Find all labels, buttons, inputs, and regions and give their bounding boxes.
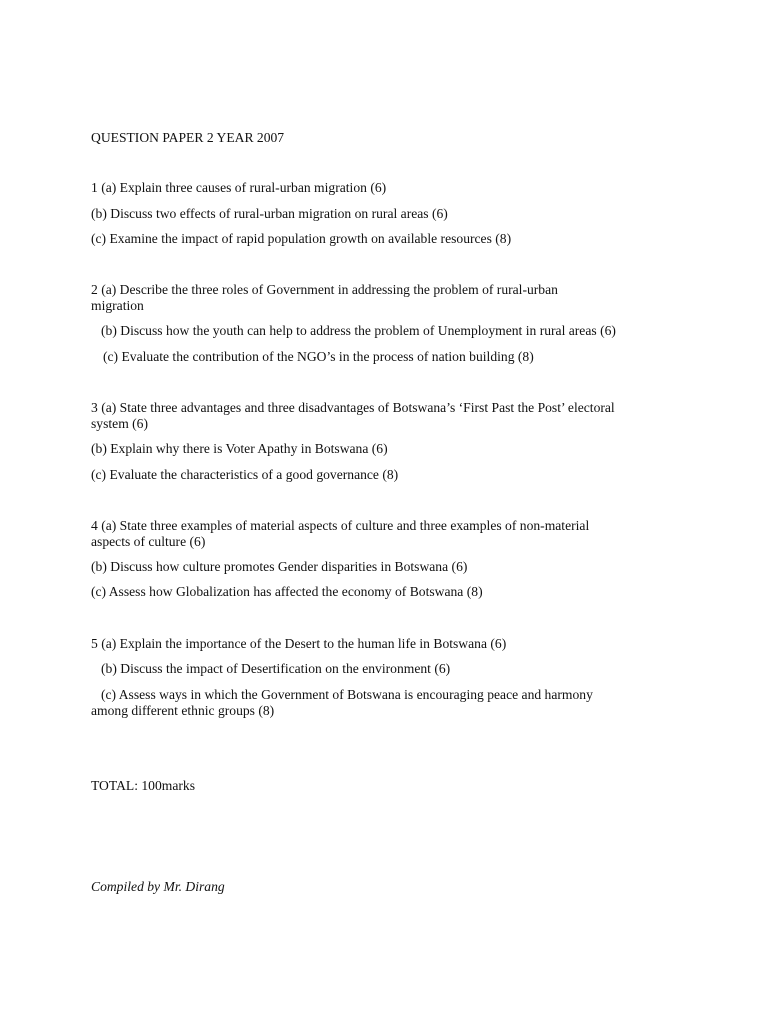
- question-3a-line1: 3 (a) State three advantages and three disadvantages of Botswana’s ‘First Past the Post’ electoral: [91, 400, 615, 415]
- question-1b: (b) Discuss two effects of rural-urban migration on rural areas (6): [91, 206, 448, 221]
- question-4a-line1: 4 (a) State three examples of material aspects of culture and three examples of non-material: [91, 518, 590, 533]
- question-1c: (c) Examine the impact of rapid population growth on available resources (8): [91, 231, 512, 246]
- question-4a-line2: aspects of culture (6): [91, 534, 206, 549]
- question-3b: (b) Explain why there is Voter Apathy in Botswana (6): [91, 441, 388, 456]
- compiled-by: Compiled by Mr. Dirang: [91, 879, 225, 894]
- question-5a: 5 (a) Explain the importance of the Desert to the human life in Botswana (6): [91, 636, 507, 651]
- question-4c: (c) Assess how Globalization has affected the economy of Botswana (8): [91, 584, 483, 599]
- question-5c-line1: (c) Assess ways in which the Government of Botswana is encouraging peace and harmony: [101, 687, 593, 702]
- question-1a: 1 (a) Explain three causes of rural-urban migration (6): [91, 180, 387, 195]
- question-3a-line2: system (6): [91, 416, 149, 431]
- question-5b: (b) Discuss the impact of Desertification on the environment (6): [101, 661, 451, 676]
- question-2a-line1: 2 (a) Describe the three roles of Government in addressing the problem of rural-urban: [91, 282, 558, 297]
- question-5c-line2: among different ethnic groups (8): [91, 703, 275, 718]
- question-4b: (b) Discuss how culture promotes Gender disparities in Botswana (6): [91, 559, 468, 574]
- page-title: QUESTION PAPER 2 YEAR 2007: [91, 130, 285, 145]
- question-2c: (c) Evaluate the contribution of the NGO’s in the process of nation building (8): [103, 349, 534, 364]
- question-2b: (b) Discuss how the youth can help to address the problem of Unemployment in rural areas (6): [101, 323, 616, 338]
- question-3c: (c) Evaluate the characteristics of a good governance (8): [91, 467, 399, 482]
- question-2a-line2: migration: [91, 298, 144, 313]
- total-marks: TOTAL: 100marks: [91, 778, 195, 793]
